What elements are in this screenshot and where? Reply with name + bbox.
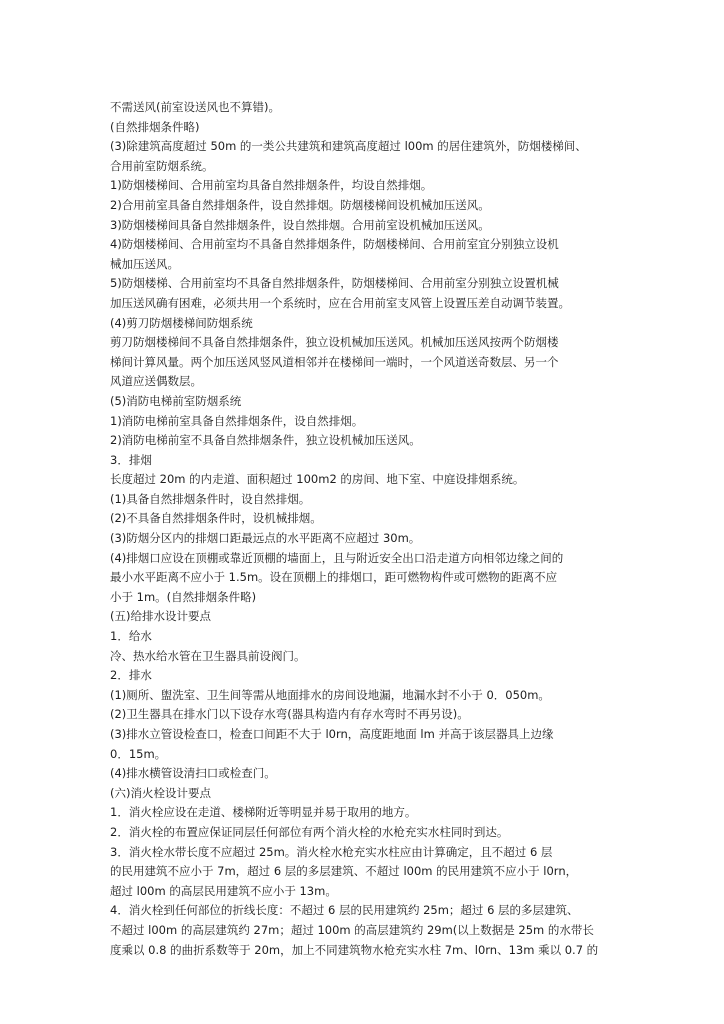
text-line: 4)防烟楼梯间、合用前室均不具备自然排烟条件，防烟楼梯间、合用前室宜分别独立设机 <box>110 237 559 252</box>
text-line: (3)排水立管设检查口，检查口间距不大于 l0rn，高度距地面 lm 并高于该层器具上边缘 <box>110 727 554 741</box>
text-line: 的民用建筑不应小于 7m，超过 6 层的多层建筑、不超过 l00m 的民用建筑不应小于 l0rn， <box>110 864 578 879</box>
text-line: (2)卫生器具在排水门以下设存水弯(器具构造内有存水弯时不再另设)。 <box>110 707 469 722</box>
text-line: (1)具备自然排烟条件时，设自然排烟。 <box>110 491 311 506</box>
text-line: 合用前室防烟系统。 <box>110 158 214 173</box>
text-line: (4)排烟口应设在顶棚或靠近顶棚的墙面上，且与附近安全出口沿走道方向相邻边缘之间的 <box>110 550 564 565</box>
text-line: (3)防烟分区内的排烟口距最远点的水平距离不应超过 30m。 <box>110 531 421 546</box>
text-line: (六)消火栓设计要点 <box>110 785 211 800</box>
text-line: (2)不具备自然排烟条件时，设机械排烟。 <box>110 511 322 526</box>
text-line: (五)给排水设计要点 <box>110 609 211 624</box>
text-line: 1)消防电梯前室具备自然排烟条件，设自然排烟。 <box>110 413 364 428</box>
text-line: 1)防烟楼梯间、合用前室均具备自然排烟条件，均设自然排烟。 <box>110 178 433 193</box>
document-body <box>110 98 630 960</box>
text-line: (3)除建筑高度超过 50m 的一类公共建筑和建筑高度超过 l00m 的居住建筑外，防烟楼梯间、 <box>110 139 587 154</box>
text-line: 械加压送风。 <box>110 256 179 271</box>
text-line: 1．消火栓应设在走道、楼梯附近等明显并易于取用的地方。 <box>110 805 417 820</box>
text-line: 5)防烟楼梯、合用前室均不具备自然排烟条件，防烟楼梯间、合用前室分别独立设置机械 <box>110 276 559 291</box>
text-line: 风道应送偶数层。 <box>110 374 202 389</box>
text-line: 3．排烟 <box>110 452 152 467</box>
text-line: 剪刀防烟楼梯间不具备自然排烟条件，独立设机械加压送风。机械加压送风按两个防烟楼 <box>110 335 559 350</box>
text-line: 长度超过 20m 的内走道、面积超过 100m2 的房间、地下室、中庭设排烟系统。 <box>110 472 525 487</box>
text-line: 超过 l00m 的高层民用建筑不应小于 13m。 <box>110 883 337 898</box>
text-line: (1)厕所、盥洗室、卫生间等需从地面排水的房间设地漏，地漏水封不小于 0．050m。 <box>110 687 550 702</box>
text-line: 不超过 l00m 的高层建筑约 27m；超过 100m 的高层建筑约 29m(以上数据是 25m 的水带长 <box>110 922 594 937</box>
text-line: (自然排烟条件略) <box>110 119 200 134</box>
text-line: 冷、热水给水管在卫生器具前设阀门。 <box>110 648 306 663</box>
text-line: (4)剪刀防烟楼梯间防烟系统 <box>110 315 253 330</box>
text-line: 3)防烟楼梯间具备自然排烟条件，设自然排烟。合用前室设机械加压送风。 <box>110 217 490 232</box>
text-line: 1．给水 <box>110 629 152 644</box>
text-line: 不需送风(前室设送风也不算错)。 <box>110 100 280 114</box>
text-line: 4．消火栓到任何部位的折线长度：不超过 6 层的民用建筑约 25m；超过 6 层的多层建筑、 <box>110 903 579 918</box>
text-line: 2．排水 <box>110 668 152 683</box>
text-line: 2)合用前室具备自然排烟条件，设自然排烟。防烟楼梯间设机械加压送风。 <box>110 197 490 212</box>
text-line: (5)消防电梯前室防烟系统 <box>110 393 242 408</box>
text-line: 度乘以 0.8 的曲折系数等于 20m，加上不同建筑物水枪充实水柱 7m、l0rn、13m 乘以 0.7 的 <box>110 942 599 957</box>
text-line: 最小水平距离不应小于 1.5m。设在顶棚上的排烟口，距可燃物构件或可燃物的距离不应 <box>110 570 558 585</box>
text-line: (4)排水横管设清扫口或检查门。 <box>110 766 276 781</box>
text-line: 2)消防电梯前室不具备自然排烟条件，独立设机械加压送风。 <box>110 433 421 448</box>
text-line: 3．消火栓水带长度不应超过 25m。消火栓水枪充实水柱应由计算确定，且不超过 6 层 <box>110 844 553 859</box>
text-line: 小于 1m。(自然排烟条件略) <box>110 589 257 604</box>
text-line: 加压送风确有困难，必须共用一个系统时，应在合用前室支风管上设置压差自动调节装置。 <box>110 295 570 310</box>
text-line: 梯间计算风量。两个加压送风竖风道相邻并在楼梯间一端时，一个风道送奇数层、另一个 <box>110 354 559 369</box>
text-line: 0．15m。 <box>110 746 167 761</box>
text-line: 2．消火栓的布置应保证同层任何部位有两个消火栓的水枪充实水柱同时到达。 <box>110 824 509 839</box>
